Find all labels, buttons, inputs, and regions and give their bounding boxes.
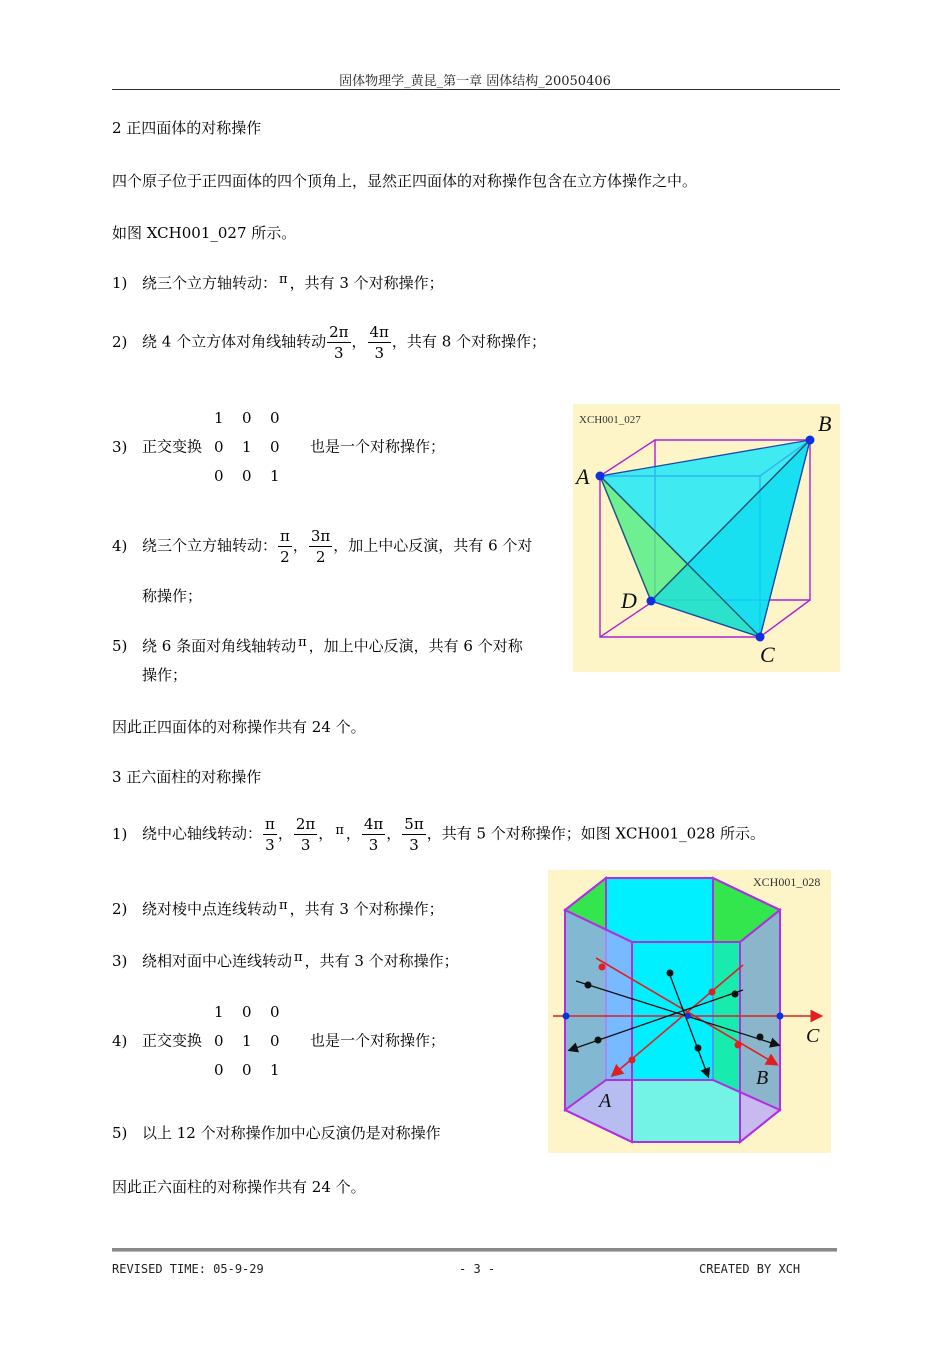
label-b: B xyxy=(818,411,832,436)
item-number: 1) xyxy=(112,274,128,292)
numerator: π xyxy=(265,815,275,833)
label-a: A xyxy=(576,464,590,489)
running-header: 固体物理学_黄昆_第一章 固体结构_20050406 xyxy=(339,74,611,89)
label-c: C xyxy=(806,1025,820,1047)
item-text: ，加上中心反演，共有 6 个对 xyxy=(333,536,533,555)
numerator: 4π xyxy=(363,815,384,833)
point xyxy=(667,970,674,977)
fraction xyxy=(309,526,332,567)
denominator: 3 xyxy=(300,836,311,854)
item-text: 也是一个对称操作； xyxy=(310,437,446,456)
sec2-item-4 xyxy=(112,526,532,567)
fraction xyxy=(368,322,391,363)
item-number: 2) xyxy=(112,332,128,351)
matrix-row xyxy=(214,998,298,1027)
matrix-cell: 0 xyxy=(214,438,224,456)
matrix-cell: 1 xyxy=(214,409,224,427)
matrix-cell: 0 xyxy=(214,1032,224,1050)
sec3-item-5 xyxy=(112,1122,441,1143)
sec2-item-3 xyxy=(112,404,445,491)
section-3-heading: 3 正六面柱的对称操作 xyxy=(112,768,262,786)
pi-symbol: π xyxy=(294,950,303,965)
item-number: 2) xyxy=(112,900,128,918)
pi-symbol: π xyxy=(279,898,288,913)
numerator: 3π xyxy=(310,527,331,545)
identity-matrix xyxy=(214,998,298,1085)
denominator: 3 xyxy=(368,836,379,854)
item-text: 绕 6 条面对角线轴转动 xyxy=(142,637,297,655)
item-text: ，共有 3 个对称操作； xyxy=(289,274,444,292)
vertex-b xyxy=(806,436,815,445)
tetrahedron-diagram xyxy=(573,404,840,672)
item-text: ，共有 5 个对称操作；如图 XCH001_028 所示。 xyxy=(426,824,766,843)
item-number: 3) xyxy=(112,437,128,456)
point xyxy=(777,1013,784,1020)
separator: ， xyxy=(277,824,293,843)
denominator: 3 xyxy=(374,344,384,362)
footer-revised-time: REVISED TIME: 05-9-29 xyxy=(112,1262,264,1276)
denominator: 2 xyxy=(280,548,290,566)
matrix-row xyxy=(214,462,298,491)
sec3-item-4 xyxy=(112,998,445,1085)
numerator: π xyxy=(280,527,290,545)
denominator: 2 xyxy=(315,548,326,566)
fraction xyxy=(327,322,350,363)
matrix-cell: 0 xyxy=(214,467,224,485)
pi-symbol: π xyxy=(335,822,344,838)
section-2-conclusion: 因此正四面体的对称操作共有 24 个。 xyxy=(112,718,366,736)
item-text: 绕对棱中点连线转动 xyxy=(142,900,278,918)
item-text: 以上 12 个对称操作加中心反演仍是对称操作 xyxy=(142,1124,441,1142)
point xyxy=(595,1037,602,1044)
fraction xyxy=(402,814,425,855)
label-b: B xyxy=(756,1067,769,1089)
point xyxy=(757,1034,764,1041)
center-point xyxy=(685,1013,691,1019)
point xyxy=(629,1057,636,1064)
figure-hexagonal-prism xyxy=(548,870,831,1153)
item-number: 4) xyxy=(112,536,128,555)
matrix-row xyxy=(214,1056,298,1085)
matrix-row xyxy=(214,1027,298,1056)
item-text: 绕中心轴线转动： xyxy=(142,824,263,843)
figure-tetrahedron xyxy=(573,404,840,672)
matrix-cell: 0 xyxy=(242,1061,252,1079)
matrix-cell: 0 xyxy=(270,409,280,427)
matrix-cell: 1 xyxy=(242,438,252,456)
figure-label: XCH001_028 xyxy=(753,875,821,889)
vertex-a xyxy=(596,472,605,481)
matrix-cell: 1 xyxy=(242,1032,252,1050)
figure-label: XCH001_027 xyxy=(579,414,641,426)
sec2-item-4-continuation: 称操作； xyxy=(142,587,203,605)
identity-matrix xyxy=(214,404,298,491)
item-text: ，共有 3 个对称操作； xyxy=(289,900,444,918)
item-text: ，共有 3 个对称操作； xyxy=(304,952,459,970)
fraction xyxy=(263,814,277,855)
section-3-conclusion: 因此正六面柱的对称操作共有 24 个。 xyxy=(112,1178,366,1196)
point xyxy=(732,991,739,998)
footer-rule xyxy=(112,1248,837,1252)
matrix-cell: 0 xyxy=(270,1003,280,1021)
separator: ， xyxy=(345,824,361,843)
point xyxy=(585,982,592,989)
separator: ， xyxy=(351,332,367,351)
fraction xyxy=(278,526,292,567)
sec2-item-5-continuation: 操作； xyxy=(142,666,188,684)
item-number: 1) xyxy=(112,824,128,843)
matrix-cell: 0 xyxy=(242,467,252,485)
point xyxy=(709,989,716,996)
pi-symbol: π xyxy=(298,635,307,650)
fraction xyxy=(362,814,385,855)
fraction xyxy=(294,814,317,855)
pi-symbol: π xyxy=(279,272,288,287)
sec2-item-2 xyxy=(112,322,546,363)
vertex-d xyxy=(647,597,656,606)
numerator: 2π xyxy=(329,323,349,341)
item-text: 绕三个立方轴转动： xyxy=(142,274,278,292)
header-rule xyxy=(112,89,840,90)
prism-front-face xyxy=(632,942,740,1142)
matrix-cell: 0 xyxy=(242,409,252,427)
separator: ， xyxy=(386,824,402,843)
matrix-cell: 0 xyxy=(270,1032,280,1050)
matrix-cell: 0 xyxy=(242,1003,252,1021)
point xyxy=(599,964,606,971)
sec3-item-1 xyxy=(112,814,765,855)
point xyxy=(735,1042,742,1049)
denominator: 3 xyxy=(334,344,344,362)
item-text: 绕相对面中心连线转动 xyxy=(142,952,293,970)
item-text: 绕三个立方轴转动： xyxy=(142,536,278,555)
item-text: 绕 4 个立方体对角线轴转动 xyxy=(142,332,327,351)
denominator: 3 xyxy=(409,836,419,854)
numerator: 5π xyxy=(404,815,424,833)
matrix-cell: 0 xyxy=(270,438,280,456)
numerator: 4π xyxy=(369,323,389,341)
item-number: 3) xyxy=(112,952,128,970)
item-number: 5) xyxy=(112,637,128,655)
denominator: 3 xyxy=(265,836,275,854)
item-text: 正交变换 xyxy=(142,1031,203,1050)
section-2-heading: 2 正四面体的对称操作 xyxy=(112,119,262,137)
matrix-row xyxy=(214,404,298,433)
hexagonal-prism-diagram xyxy=(548,870,831,1153)
point xyxy=(695,1045,702,1052)
sec3-item-2 xyxy=(112,898,444,919)
sec2-item-1 xyxy=(112,272,444,293)
separator: ， xyxy=(318,824,334,843)
item-text: ，共有 8 个对称操作； xyxy=(391,332,547,351)
item-number: 5) xyxy=(112,1124,128,1142)
item-text: 也是一个对称操作； xyxy=(310,1031,446,1050)
vertex-c xyxy=(756,633,765,642)
section-2-intro: 四个原子位于正四面体的四个顶角上，显然正四面体的对称操作包含在立方体操作之中。 xyxy=(112,172,698,190)
label-d: D xyxy=(621,588,637,613)
item-text: ，加上中心反演，共有 6 个对称 xyxy=(308,637,523,655)
label-a: A xyxy=(599,1090,612,1112)
label-c: C xyxy=(760,642,775,667)
item-number: 4) xyxy=(112,1031,128,1050)
sec3-item-3 xyxy=(112,950,459,971)
matrix-cell: 1 xyxy=(214,1003,224,1021)
matrix-cell: 0 xyxy=(214,1061,224,1079)
matrix-cell: 1 xyxy=(270,467,280,485)
sec2-item-5 xyxy=(112,635,523,656)
matrix-row xyxy=(214,433,298,462)
separator: ， xyxy=(292,536,308,555)
matrix-cell: 1 xyxy=(270,1061,280,1079)
item-text: 正交变换 xyxy=(142,437,203,456)
point xyxy=(563,1013,570,1020)
numerator: 2π xyxy=(295,815,316,833)
footer-author: CREATED BY XCH xyxy=(699,1262,801,1276)
section-2-figure-reference: 如图 XCH001_027 所示。 xyxy=(112,224,297,242)
footer-page-number: - 3 - xyxy=(459,1262,496,1276)
